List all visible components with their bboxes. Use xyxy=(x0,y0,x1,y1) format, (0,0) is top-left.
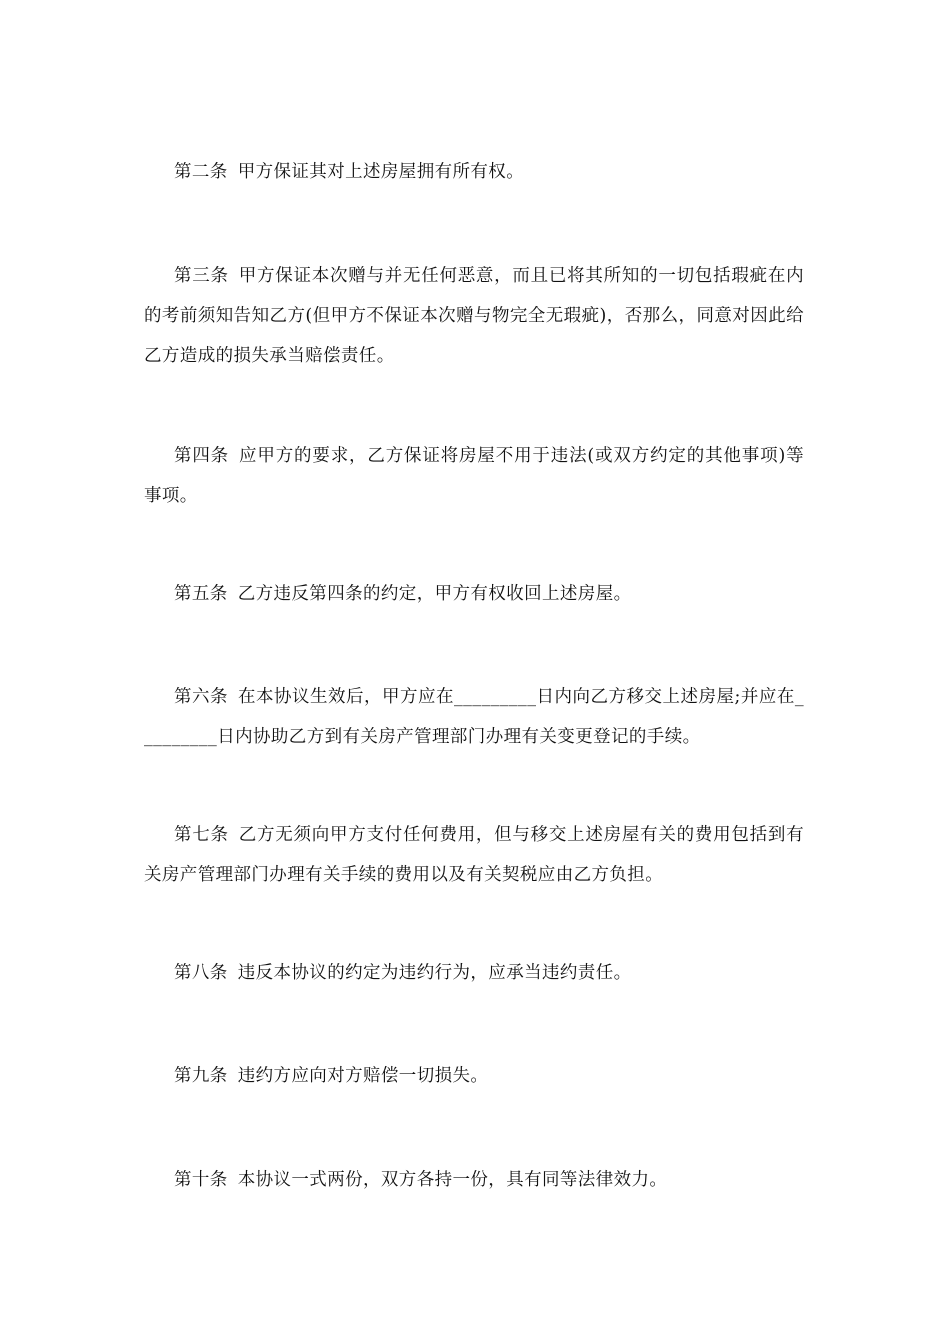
clause-number: 第十条 xyxy=(174,1170,228,1190)
clause-text: 乙方无须向甲方支付任何费用，但与移交上述房屋有关的费用包括到有关房产管理部门办理有关手续的费用以及有关契税应由乙方负担。 xyxy=(144,825,805,885)
clause-10 xyxy=(144,1160,804,1200)
clause-text: 在本协议生效后，甲方应在_________日内向乙方移交上述房屋;并应在_________日内协助乙方到有关房产管理部门办理有关变更登记的手续。 xyxy=(144,687,804,747)
clause-text: 甲方保证其对上述房屋拥有所有权。 xyxy=(237,162,525,182)
clause-number: 第六条 xyxy=(174,687,228,707)
clause-5 xyxy=(144,574,804,614)
clause-text: 违反本协议的约定为违约行为，应承当违约责任。 xyxy=(237,963,632,983)
clause-text: 乙方违反第四条的约定，甲方有权收回上述房屋。 xyxy=(237,584,632,604)
clause-7 xyxy=(144,815,804,895)
clause-number: 第四条 xyxy=(174,446,230,466)
clause-text: 违约方应向对方赔偿一切损失。 xyxy=(237,1066,489,1086)
clause-text: 甲方保证本次赠与并无任何恶意，而且已将其所知的一切包括瑕疵在内的考前须知告知乙方(但甲方不保证本次赠与物完全无瑕疵)，否那么，同意对因此给乙方造成的损失承当赔偿责任。 xyxy=(144,266,805,366)
clause-8 xyxy=(144,953,804,993)
clause-number: 第三条 xyxy=(174,266,229,286)
clause-text: 应甲方的要求，乙方保证将房屋不用于违法(或双方约定的其他事项)等事项。 xyxy=(144,446,805,506)
clause-4 xyxy=(144,436,804,516)
clause-3 xyxy=(144,256,804,376)
clause-9 xyxy=(144,1056,804,1096)
clause-number: 第五条 xyxy=(174,584,228,604)
clause-number: 第七条 xyxy=(174,825,229,845)
clause-6 xyxy=(144,677,804,757)
clause-2 xyxy=(144,152,804,192)
clause-number: 第二条 xyxy=(174,162,228,182)
clause-number: 第九条 xyxy=(174,1066,228,1086)
clause-number: 第八条 xyxy=(174,963,228,983)
clause-text: 本协议一式两份，双方各持一份，具有同等法律效力。 xyxy=(237,1170,668,1190)
